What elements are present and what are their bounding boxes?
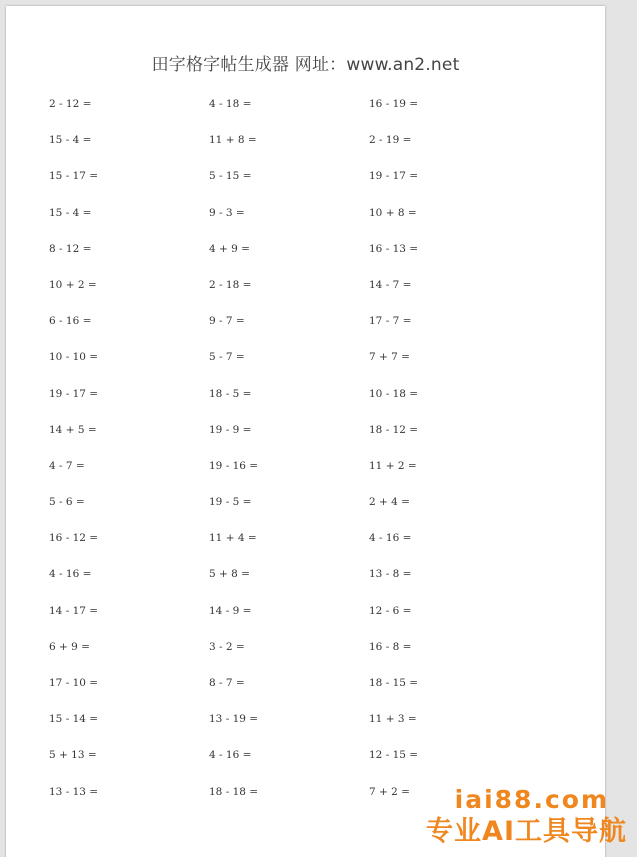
problem-row	[49, 424, 569, 460]
math-problem: 18 - 5 =	[209, 387, 252, 400]
problem-row	[49, 279, 569, 315]
problem-row	[49, 388, 569, 424]
math-problem: 16 - 13 =	[369, 242, 419, 255]
problem-row	[49, 460, 569, 496]
math-problem: 9 - 7 =	[209, 315, 245, 328]
math-problem: 12 - 6 =	[369, 604, 412, 617]
math-problem: 13 - 19 =	[209, 713, 259, 726]
math-problem: 8 - 12 =	[49, 242, 92, 255]
math-problem: 15 - 17 =	[49, 170, 99, 183]
math-problem: 14 - 7 =	[369, 278, 412, 291]
math-problem: 19 - 5 =	[209, 496, 252, 509]
math-problem: 2 - 18 =	[209, 278, 252, 291]
problem-row	[49, 315, 569, 351]
math-problem: 7 + 2 =	[369, 785, 410, 798]
watermark-url: iai88.com	[454, 785, 609, 814]
math-problem: 7 + 7 =	[369, 351, 410, 364]
math-problem: 11 + 2 =	[369, 459, 417, 472]
math-problem: 13 - 13 =	[49, 785, 99, 798]
math-problem: 2 - 19 =	[369, 134, 412, 147]
math-problem: 4 - 16 =	[49, 568, 92, 581]
math-problem: 16 - 19 =	[369, 98, 419, 110]
math-problem: 18 - 18 =	[209, 785, 259, 798]
problem-row	[49, 677, 569, 713]
math-problem: 4 - 7 =	[49, 459, 85, 472]
math-problem: 12 - 15 =	[369, 749, 419, 762]
problem-row	[49, 207, 569, 243]
problem-row	[49, 605, 569, 641]
math-problem: 17 - 10 =	[49, 677, 99, 689]
math-problem: 16 - 12 =	[49, 532, 99, 545]
math-problem: 14 - 17 =	[49, 604, 99, 617]
math-problem: 11 + 3 =	[369, 713, 417, 726]
math-problem: 10 - 18 =	[369, 387, 419, 400]
math-problem: 19 - 17 =	[369, 170, 419, 183]
math-problem: 4 - 18 =	[209, 98, 252, 110]
problem-row	[49, 641, 569, 677]
math-problem: 19 - 9 =	[209, 423, 252, 436]
math-problem: 19 - 16 =	[209, 459, 259, 472]
math-problem: 8 - 7 =	[209, 677, 245, 689]
math-problem: 6 - 16 =	[49, 315, 92, 328]
problem-row	[49, 351, 569, 387]
math-problem: 4 - 16 =	[369, 532, 412, 545]
math-problem: 13 - 8 =	[369, 568, 412, 581]
math-problem: 17 - 7 =	[369, 315, 412, 328]
problem-row	[49, 532, 569, 568]
math-problem: 18 - 12 =	[369, 423, 419, 436]
problem-row	[49, 568, 569, 604]
problem-row	[49, 243, 569, 279]
math-problem: 11 + 4 =	[209, 532, 257, 545]
math-problem: 4 + 9 =	[209, 242, 250, 255]
math-problem: 14 - 9 =	[209, 604, 252, 617]
math-problem: 2 - 12 =	[49, 98, 92, 110]
page-title: 田字格字帖生成器 网址：www.an2.net	[151, 55, 460, 75]
math-problem: 10 - 10 =	[49, 351, 99, 364]
math-problem: 10 + 8 =	[369, 206, 417, 219]
math-problem: 10 + 2 =	[49, 278, 97, 291]
problem-grid	[49, 98, 569, 822]
problem-row	[49, 496, 569, 532]
problem-row	[49, 713, 569, 749]
math-problem: 9 - 3 =	[209, 206, 245, 219]
problem-row	[49, 98, 569, 134]
math-problem: 4 - 16 =	[209, 749, 252, 762]
math-problem: 18 - 15 =	[369, 677, 419, 689]
math-problem: 5 - 6 =	[49, 496, 85, 509]
math-problem: 2 + 4 =	[369, 496, 410, 509]
math-problem: 19 - 17 =	[49, 387, 99, 400]
math-problem: 15 - 4 =	[49, 206, 92, 219]
math-problem: 14 + 5 =	[49, 423, 97, 436]
watermark-name: 专业AI工具导航	[426, 816, 627, 847]
math-problem: 5 + 8 =	[209, 568, 250, 581]
math-problem: 15 - 14 =	[49, 713, 99, 726]
problem-row	[49, 749, 569, 785]
math-problem: 5 - 15 =	[209, 170, 252, 183]
problem-row	[49, 786, 569, 822]
math-problem: 11 + 8 =	[209, 134, 257, 147]
math-problem: 15 - 4 =	[49, 134, 92, 147]
problem-row	[49, 134, 569, 170]
math-problem: 5 - 7 =	[209, 351, 245, 364]
math-problem: 5 + 13 =	[49, 749, 97, 762]
problem-row	[49, 170, 569, 206]
math-problem: 3 - 2 =	[209, 640, 245, 653]
math-problem: 16 - 8 =	[369, 640, 412, 653]
math-problem: 6 + 9 =	[49, 640, 90, 653]
document-page	[6, 6, 605, 857]
